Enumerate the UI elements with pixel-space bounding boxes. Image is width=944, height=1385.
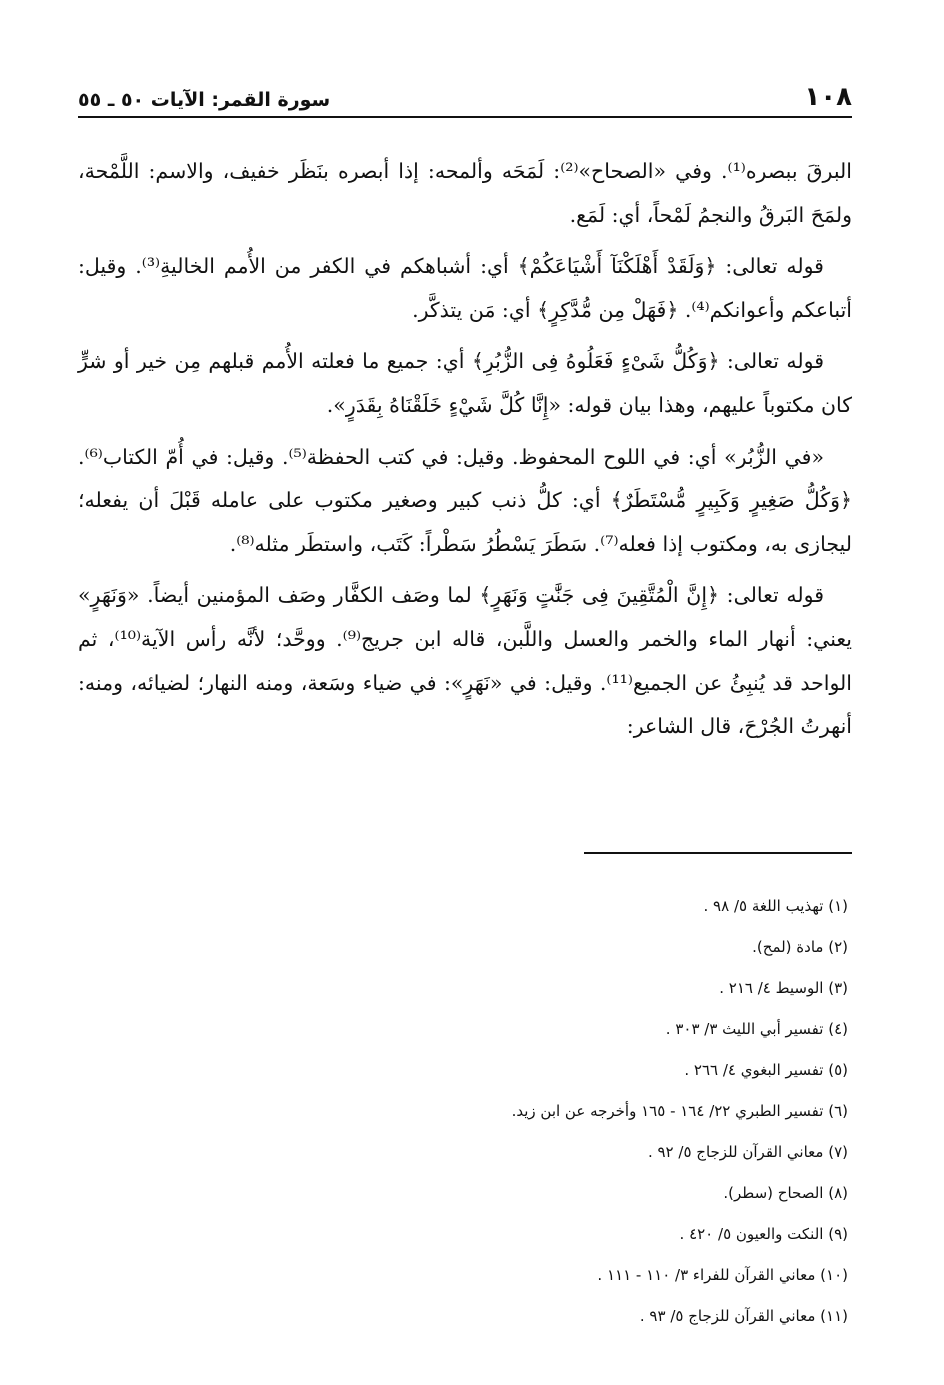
main-text [78,150,852,757]
footnote: (٦) تفسير الطبري ٢٢/ ١٦٤ - ١٦٥ وأخرجه عن ابن زيد. [511,1102,848,1120]
footnote: (٢) مادة (لمح). [752,938,848,956]
paragraph: قوله تعالى: ﴿وَكُلُّ شَىْءٍ فَعَلُوهُ فِى الزُّبُرِ﴾ أي: جميع ما فعلته الأُمم قبلهم مِن خير أو شرٍّ كان مكتوباً عليهم، وهذا بيان قوله: «إِنَّا كُلَّ شَيْءٍ خَلَقْنَاهُ بِقَدَرٍ». [78,349,852,417]
footnote: (٨) الصحاح (سطر). [723,1184,848,1202]
running-title: سورة القمر: الآيات ٥٠ ـ ٥٥ [78,89,331,111]
footnote: (٤) تفسير أبي الليث ٣/ ٣٠٣ . [665,1020,848,1038]
footnote: (٥) تفسير البغوي ٤/ ٢٦٦ . [684,1061,848,1079]
footnote: (١) تهذيب اللغة ٥/ ٩٨ . [703,897,848,915]
paragraph: قوله تعالى: ﴿إِنَّ الْمُتَّقِينَ فِى جَنَّٰتٍ وَنَهَرٍ﴾ لما وصَف الكفَّار وصَف المؤمنين أيضاً. «وَنَهَرٍ» يعني: أنهار الماء والخمر والعسل واللَّبن، قاله ابن جريج⁽⁹⁾. ووحَّد؛ لأنَّه رأس الآية⁽¹⁰⁾، ثم الواحد قد يُنبِئُ عن الجميع⁽¹¹⁾. وقيل: في «نَهَرٍ»: في ضياء وسَعة، ومنه النهار؛ لضيائه، ومنه: أنهرتُ الجُرْحَ، قال الشاعر: [78,583,852,739]
footnote: (١٠) معاني القرآن للفراء ٣/ ١١٠ - ١١١ . [597,1266,848,1284]
footnote: (٧) معاني القرآن للزجاج ٥/ ٩٢ . [647,1143,848,1161]
paragraph: قوله تعالى: ﴿وَلَقَدْ أَهْلَكْنَآ أَشْيَاعَكُمْ﴾ أي: أشباهكم في الكفر من الأُمم الخاليةِ⁽³⁾. وقيل: أتباعكم وأعوانكم⁽⁴⁾. ﴿فَهَلْ مِن مُّدَّكِرٍ﴾ أي: مَن يتذكَّر. [78,254,852,322]
paragraph: البرقَ ببصره⁽¹⁾. وفي «الصحاح»⁽²⁾: لَمَحَه وألمحه: إذا أبصره بنَظَر خفيف، والاسم: اللَّمْحة، ولمَحَ البَرقُ والنجمُ لَمْحاً، أي: لَمَع. [78,159,852,227]
page-header [78,72,852,118]
footnote: (١١) معاني القرآن للزجاج ٥/ ٩٣ . [639,1307,848,1325]
page-number: ١٠٨ [804,82,852,112]
footnote: (٣) الوسيط ٤/ ٢١٦ . [719,979,848,997]
footnote-divider [584,852,852,854]
footnote: (٩) النكت والعيون ٥/ ٤٢٠ . [679,1225,848,1243]
footnotes-list [78,886,848,1337]
paragraph: «في الزُّبُر» أي: في اللوح المحفوظ. وقيل: في كتب الحفظة⁽⁵⁾. وقيل: في أُمّ الكتاب⁽⁶⁾. ﴿وَكُلُّ صَغِيرٍ وَكَبِيرٍ مُّسْتَطَرٌ﴾ أي: كلُّ ذنب كبير وصغير مكتوب على عامله قَبْلَ أن يفعله؛ ليجازى به، ومكتوب إذا فعله⁽⁷⁾. سَطَرَ يَسْطُرُ سَطْراً: كَتَب، واستطَر مثله⁽⁸⁾. [78,444,852,556]
